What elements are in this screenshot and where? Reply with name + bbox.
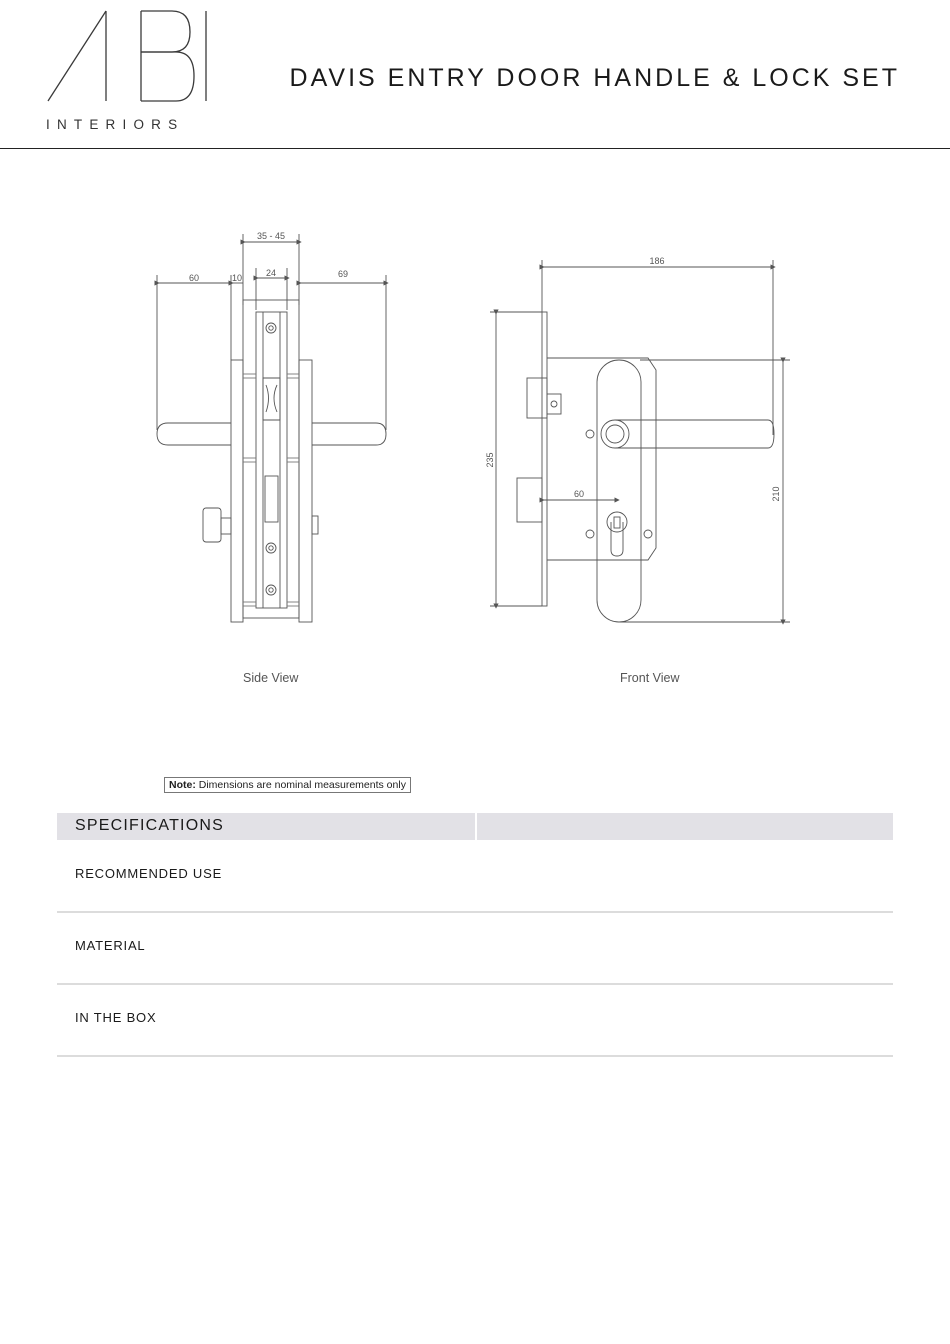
specifications-header [57, 813, 893, 840]
dim-plate-height: 210 [771, 486, 781, 502]
dim-lever-left: 60 [188, 273, 200, 283]
spec-label: RECOMMENDED USE [75, 866, 223, 881]
dim-lock-height: 235 [485, 452, 495, 468]
brand-subtitle: INTERIORS [46, 117, 185, 132]
spec-label: MATERIAL [75, 938, 146, 953]
front-view-drawing [490, 260, 790, 622]
dim-lever-right: 69 [337, 269, 349, 279]
note-prefix: Note: [169, 779, 196, 791]
spec-label: IN THE BOX [75, 1010, 157, 1025]
document-title: DAVIS ENTRY DOOR HANDLE & LOCK SET [289, 64, 900, 92]
abi-logo-mark-icon [44, 8, 214, 118]
dim-backset: 60 [573, 489, 585, 499]
dim-door-thickness: 35 - 45 [256, 231, 286, 241]
dim-body: 24 [265, 268, 277, 278]
front-dimension-labels [485, 256, 781, 502]
brand-logo [44, 8, 214, 138]
note-text: Dimensions are nominal measurements only [198, 779, 406, 791]
header-column-separator [475, 813, 477, 840]
dim-width: 186 [649, 256, 665, 266]
dimensions-note [164, 777, 411, 793]
dim-rose: 10 [231, 273, 243, 283]
side-dimension-labels [189, 231, 348, 283]
specifications-title: SPECIFICATIONS [75, 817, 224, 834]
spec-row-recommended-use [57, 840, 893, 913]
spec-row-in-the-box [57, 984, 893, 1057]
side-view-label: Side View [243, 671, 299, 685]
header-divider [0, 148, 950, 149]
side-view-drawing [157, 234, 386, 622]
drawing-svg [0, 220, 950, 700]
technical-drawing [0, 220, 950, 700]
front-view-label: Front View [620, 671, 680, 685]
spec-row-material [57, 912, 893, 985]
